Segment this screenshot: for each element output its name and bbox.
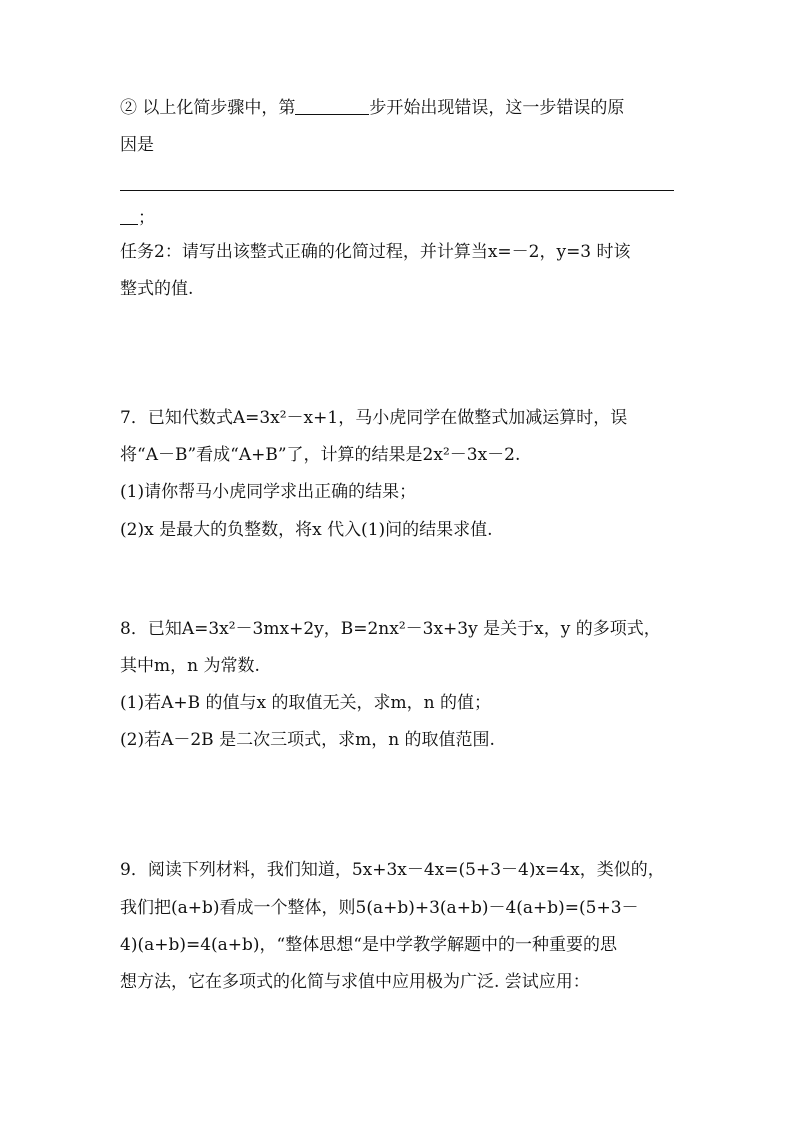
q8-line2: 其中m，n 为常数. bbox=[120, 656, 260, 676]
answer-blank-step[interactable] bbox=[295, 96, 369, 115]
q7-line2: 将“A－B”看成“A+B”了，计算的结果是2x²－3x－2. bbox=[120, 445, 521, 465]
q8-line3: (1)若A+B 的值与x 的取值无关，求m，n 的值； bbox=[120, 693, 491, 713]
q9-line2: 我们把(a+b)看成一个整体，则5(a+b)+3(a+b)－4(a+b)=(5+3－ bbox=[120, 898, 639, 918]
task1-q2-line3 bbox=[120, 206, 155, 230]
task2-line1: 任务2：请写出该整式正确的化简过程，并计算当x=－2，y=3 时该 bbox=[120, 242, 631, 262]
task1-q2-text-b: 步开始出现错误，这一步错误的原 bbox=[369, 98, 625, 118]
task1-q2-line1 bbox=[120, 96, 624, 120]
q8-line1: 8．已知A=3x²－3mx+2y，B=2nx²－3x+3y 是关于x，y 的多项式， bbox=[120, 619, 661, 639]
answer-blank-reason[interactable] bbox=[120, 190, 674, 191]
task1-q2-text-a: ② 以上化简步骤中，第 bbox=[120, 98, 296, 118]
task2-line2: 整式的值. bbox=[120, 279, 194, 299]
task1-q2-line2: 因是 bbox=[120, 135, 154, 155]
answer-blank-reason-end[interactable] bbox=[120, 206, 138, 225]
q9-line1: 9．阅读下列材料，我们知道，5x+3x－4x=(5+3－4)x=4x，类似的， bbox=[120, 860, 665, 880]
q7-line1: 7．已知代数式A=3x²－x+1，马小虎同学在做整式加减运算时，误 bbox=[120, 408, 628, 428]
q8-line4: (2)若A－2B 是二次三项式，求m，n 的取值范围. bbox=[120, 730, 495, 750]
q9-line4: 想方法，它在多项式的化简与求值中应用极为广泛. 尝试应用： bbox=[120, 972, 590, 992]
q7-line3: (1)请你帮马小虎同学求出正确的结果； bbox=[120, 482, 417, 502]
q9-line3: 4)(a+b)=4(a+b)，“整体思想“是中学教学解题中的一种重要的思 bbox=[120, 935, 617, 955]
task1-q2-line3-end: ； bbox=[138, 208, 155, 228]
q7-line4: (2)x 是最大的负整数，将x 代入(1)问的结果求值. bbox=[120, 520, 493, 540]
